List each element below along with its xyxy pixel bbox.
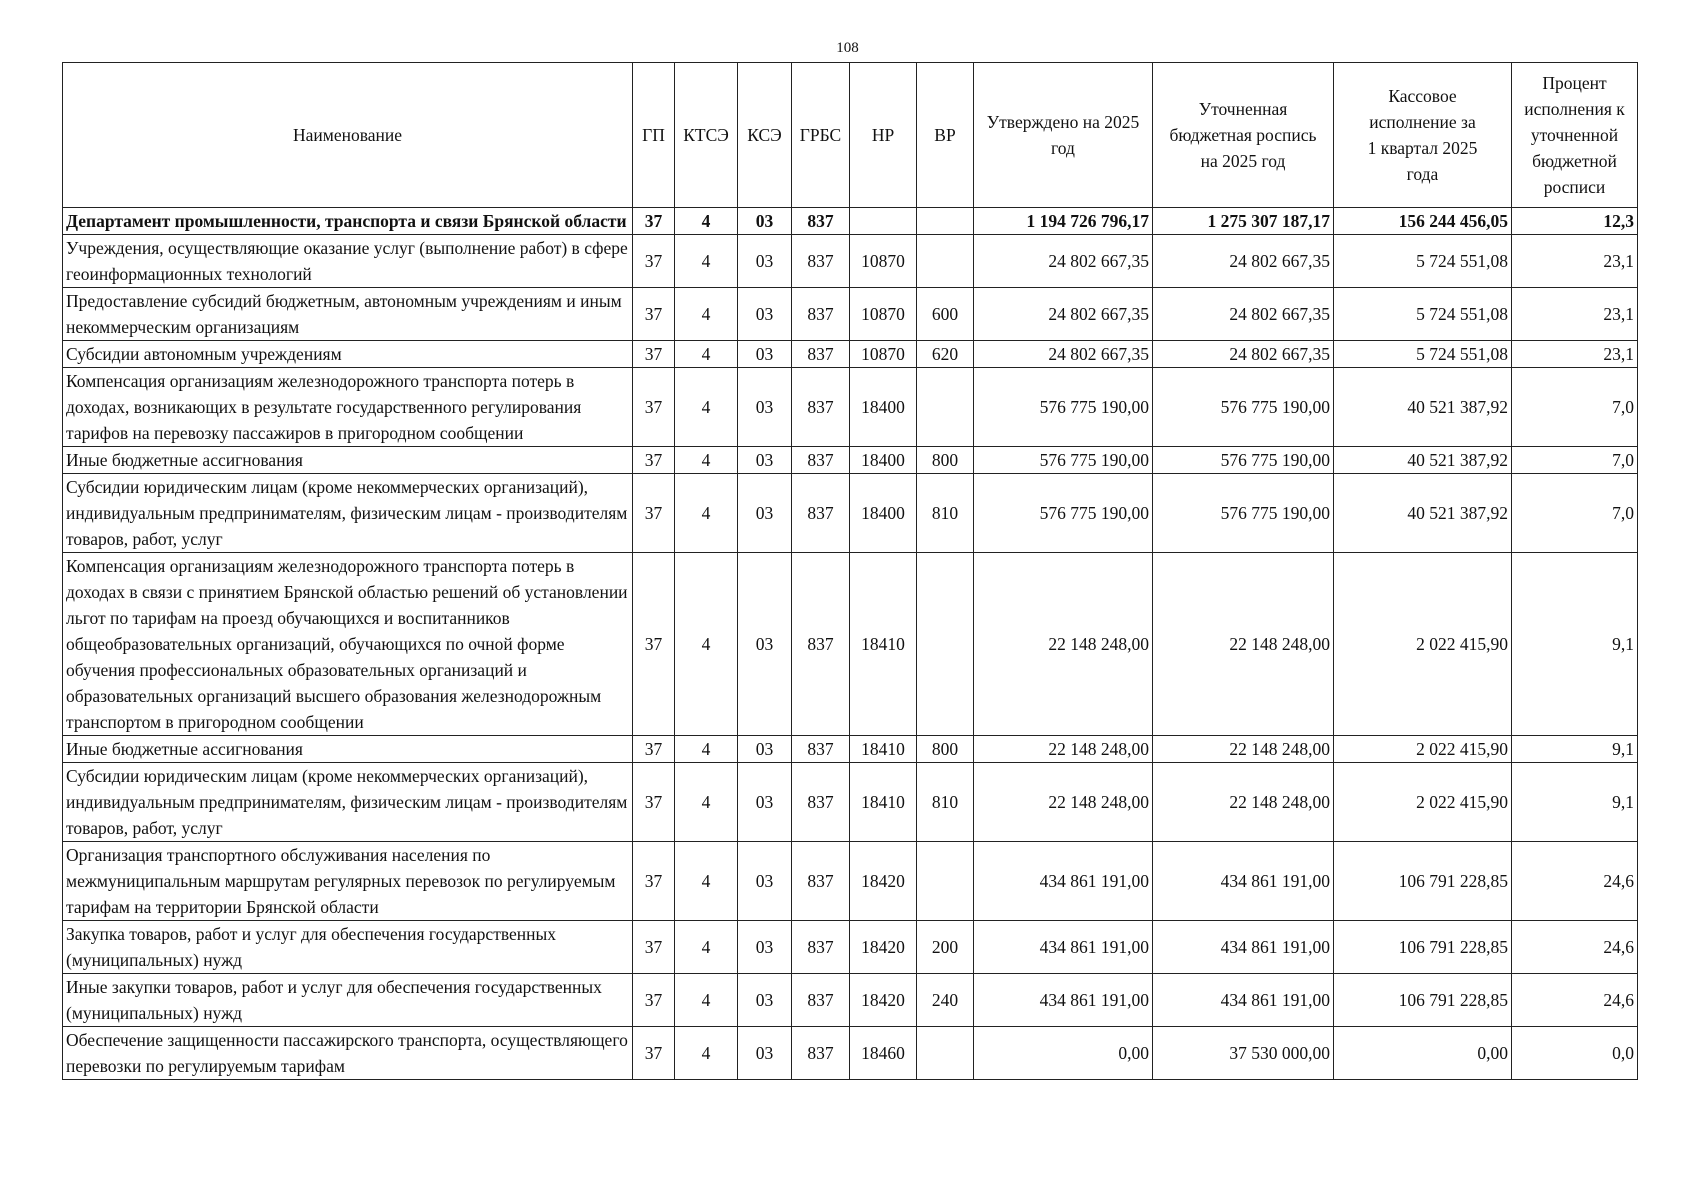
cash-cell: 40 521 387,92	[1334, 368, 1512, 447]
vr-cell	[917, 842, 974, 921]
gp-cell: 37	[633, 974, 675, 1027]
percent-cell: 9,1	[1512, 553, 1638, 736]
refined-cell: 22 148 248,00	[1153, 553, 1334, 736]
name-cell: Компенсация организациям железнодорожного транспорта потерь в доходах, возникающих в результате государственного регулирования тарифов на перевозку пассажиров в пригородном сообщении	[63, 368, 633, 447]
cash-cell: 106 791 228,85	[1334, 974, 1512, 1027]
nr-cell: 18410	[850, 553, 917, 736]
grbs-cell: 837	[792, 921, 850, 974]
gp-cell: 37	[633, 763, 675, 842]
page-number: 108	[836, 40, 859, 56]
refined-cell: 576 775 190,00	[1153, 474, 1334, 553]
grbs-cell: 837	[792, 368, 850, 447]
approved-cell: 24 802 667,35	[974, 288, 1153, 341]
approved-cell: 1 194 726 796,17	[974, 208, 1153, 235]
table-row	[63, 974, 1638, 1027]
percent-cell: 7,0	[1512, 447, 1638, 474]
percent-cell: 12,3	[1512, 208, 1638, 235]
vr-cell	[917, 368, 974, 447]
cash-cell: 5 724 551,08	[1334, 341, 1512, 368]
name-cell: Закупка товаров, работ и услуг для обеспечения государственных (муниципальных) нужд	[63, 921, 633, 974]
name-cell: Субсидии юридическим лицам (кроме некоммерческих организаций), индивидуальным предпринимателям, физическим лицам - производителям товаров, работ, услуг	[63, 763, 633, 842]
table-row	[63, 921, 1638, 974]
nr-cell: 18400	[850, 474, 917, 553]
name-cell: Предоставление субсидий бюджетным, автономным учреждениям и иным некоммерческим организациям	[63, 288, 633, 341]
refined-cell: 24 802 667,35	[1153, 341, 1334, 368]
approved-cell: 24 802 667,35	[974, 341, 1153, 368]
ktse-cell: 4	[675, 1027, 738, 1080]
table-row	[63, 368, 1638, 447]
nr-cell: 18420	[850, 842, 917, 921]
table-row	[63, 553, 1638, 736]
gp-cell: 37	[633, 235, 675, 288]
cash-cell: 5 724 551,08	[1334, 288, 1512, 341]
ktse-cell: 4	[675, 235, 738, 288]
approved-cell: 576 775 190,00	[974, 447, 1153, 474]
gp-cell: 37	[633, 553, 675, 736]
header-refined: Уточненная бюджетная роспись на 2025 год	[1153, 63, 1334, 208]
kse-cell: 03	[738, 1027, 792, 1080]
kse-cell: 03	[738, 553, 792, 736]
name-cell: Учреждения, осуществляющие оказание услуг (выполнение работ) в сфере геоинформационных технологий	[63, 235, 633, 288]
kse-cell: 03	[738, 288, 792, 341]
ktse-cell: 4	[675, 921, 738, 974]
cash-cell: 40 521 387,92	[1334, 474, 1512, 553]
cash-cell: 0,00	[1334, 1027, 1512, 1080]
approved-cell: 434 861 191,00	[974, 842, 1153, 921]
ktse-cell: 4	[675, 288, 738, 341]
vr-cell	[917, 208, 974, 235]
vr-cell: 200	[917, 921, 974, 974]
nr-cell: 10870	[850, 341, 917, 368]
nr-cell	[850, 208, 917, 235]
grbs-cell: 837	[792, 447, 850, 474]
grbs-cell: 837	[792, 288, 850, 341]
percent-cell: 0,0	[1512, 1027, 1638, 1080]
cash-cell: 156 244 456,05	[1334, 208, 1512, 235]
percent-cell: 23,1	[1512, 341, 1638, 368]
vr-cell: 600	[917, 288, 974, 341]
vr-cell: 800	[917, 736, 974, 763]
grbs-cell: 837	[792, 235, 850, 288]
gp-cell: 37	[633, 368, 675, 447]
grbs-cell: 837	[792, 553, 850, 736]
name-cell: Субсидии автономным учреждениям	[63, 341, 633, 368]
approved-cell: 0,00	[974, 1027, 1153, 1080]
kse-cell: 03	[738, 736, 792, 763]
cash-cell: 40 521 387,92	[1334, 447, 1512, 474]
kse-cell: 03	[738, 842, 792, 921]
gp-cell: 37	[633, 474, 675, 553]
gp-cell: 37	[633, 208, 675, 235]
gp-cell: 37	[633, 842, 675, 921]
vr-cell: 810	[917, 474, 974, 553]
kse-cell: 03	[738, 474, 792, 553]
gp-cell: 37	[633, 736, 675, 763]
table-row	[63, 208, 1638, 235]
vr-cell: 240	[917, 974, 974, 1027]
name-cell: Компенсация организациям железнодорожного транспорта потерь в доходах в связи с принятием Брянской областью решений об установлении льгот по тарифам на проезд обучающихся и воспитанников общеобразовательных организаций, обучающихся по очной форме обучения профессиональных образовательных организаций и образовательных организаций высшего образования железнодорожным транспортом в пригородном сообщении	[63, 553, 633, 736]
ktse-cell: 4	[675, 763, 738, 842]
grbs-cell: 837	[792, 974, 850, 1027]
refined-cell: 576 775 190,00	[1153, 368, 1334, 447]
table-row	[63, 341, 1638, 368]
percent-cell: 9,1	[1512, 736, 1638, 763]
approved-cell: 22 148 248,00	[974, 553, 1153, 736]
table-row	[63, 288, 1638, 341]
refined-cell: 434 861 191,00	[1153, 974, 1334, 1027]
table-row	[63, 447, 1638, 474]
header-grbs: ГРБС	[792, 63, 850, 208]
cash-cell: 2 022 415,90	[1334, 763, 1512, 842]
percent-cell: 7,0	[1512, 474, 1638, 553]
grbs-cell: 837	[792, 474, 850, 553]
ktse-cell: 4	[675, 447, 738, 474]
grbs-cell: 837	[792, 736, 850, 763]
nr-cell: 18460	[850, 1027, 917, 1080]
kse-cell: 03	[738, 763, 792, 842]
table-header-row	[63, 63, 1638, 208]
cash-cell: 2 022 415,90	[1334, 553, 1512, 736]
ktse-cell: 4	[675, 474, 738, 553]
cash-cell: 2 022 415,90	[1334, 736, 1512, 763]
approved-cell: 434 861 191,00	[974, 974, 1153, 1027]
grbs-cell: 837	[792, 1027, 850, 1080]
refined-cell: 24 802 667,35	[1153, 235, 1334, 288]
percent-cell: 23,1	[1512, 235, 1638, 288]
nr-cell: 18400	[850, 368, 917, 447]
grbs-cell: 837	[792, 341, 850, 368]
table-row	[63, 736, 1638, 763]
header-nr: НР	[850, 63, 917, 208]
table-row	[63, 842, 1638, 921]
refined-cell: 434 861 191,00	[1153, 842, 1334, 921]
table-row	[63, 1027, 1638, 1080]
header-approved: Утверждено на 2025 год	[974, 63, 1153, 208]
cash-cell: 5 724 551,08	[1334, 235, 1512, 288]
nr-cell: 10870	[850, 288, 917, 341]
table-body	[63, 208, 1638, 1080]
grbs-cell: 837	[792, 208, 850, 235]
approved-cell: 434 861 191,00	[974, 921, 1153, 974]
ktse-cell: 4	[675, 208, 738, 235]
header-kse: КСЭ	[738, 63, 792, 208]
vr-cell: 810	[917, 763, 974, 842]
table-row	[63, 474, 1638, 553]
percent-cell: 7,0	[1512, 368, 1638, 447]
grbs-cell: 837	[792, 763, 850, 842]
header-gp: ГП	[633, 63, 675, 208]
approved-cell: 576 775 190,00	[974, 368, 1153, 447]
name-cell: Иные бюджетные ассигнования	[63, 447, 633, 474]
kse-cell: 03	[738, 368, 792, 447]
header-percent: Процент исполнения к уточненной бюджетной росписи	[1512, 63, 1638, 208]
percent-cell: 24,6	[1512, 974, 1638, 1027]
table-row	[63, 763, 1638, 842]
name-cell: Организация транспортного обслуживания населения по межмуниципальным маршрутам регулярных перевозок по регулируемым тарифам на территории Брянской области	[63, 842, 633, 921]
kse-cell: 03	[738, 447, 792, 474]
name-cell: Иные закупки товаров, работ и услуг для обеспечения государственных (муниципальных) нужд	[63, 974, 633, 1027]
vr-cell	[917, 1027, 974, 1080]
gp-cell: 37	[633, 921, 675, 974]
cash-cell: 106 791 228,85	[1334, 842, 1512, 921]
kse-cell: 03	[738, 974, 792, 1027]
percent-cell: 24,6	[1512, 842, 1638, 921]
vr-cell: 620	[917, 341, 974, 368]
refined-cell: 22 148 248,00	[1153, 763, 1334, 842]
vr-cell	[917, 235, 974, 288]
nr-cell: 18420	[850, 921, 917, 974]
nr-cell: 18420	[850, 974, 917, 1027]
ktse-cell: 4	[675, 341, 738, 368]
name-cell: Иные бюджетные ассигнования	[63, 736, 633, 763]
nr-cell: 18400	[850, 447, 917, 474]
gp-cell: 37	[633, 288, 675, 341]
ktse-cell: 4	[675, 842, 738, 921]
ktse-cell: 4	[675, 368, 738, 447]
approved-cell: 24 802 667,35	[974, 235, 1153, 288]
vr-cell: 800	[917, 447, 974, 474]
ktse-cell: 4	[675, 736, 738, 763]
gp-cell: 37	[633, 341, 675, 368]
vr-cell	[917, 553, 974, 736]
percent-cell: 23,1	[1512, 288, 1638, 341]
refined-cell: 1 275 307 187,17	[1153, 208, 1334, 235]
kse-cell: 03	[738, 921, 792, 974]
kse-cell: 03	[738, 235, 792, 288]
kse-cell: 03	[738, 208, 792, 235]
header-name: Наименование	[63, 63, 633, 208]
refined-cell: 37 530 000,00	[1153, 1027, 1334, 1080]
nr-cell: 10870	[850, 235, 917, 288]
approved-cell: 22 148 248,00	[974, 736, 1153, 763]
percent-cell: 24,6	[1512, 921, 1638, 974]
name-cell: Департамент промышленности, транспорта и связи Брянской области	[63, 208, 633, 235]
header-cash: Кассовое исполнение за 1 квартал 2025 года	[1334, 63, 1512, 208]
ktse-cell: 4	[675, 974, 738, 1027]
header-vr: ВР	[917, 63, 974, 208]
refined-cell: 576 775 190,00	[1153, 447, 1334, 474]
nr-cell: 18410	[850, 763, 917, 842]
kse-cell: 03	[738, 341, 792, 368]
approved-cell: 22 148 248,00	[974, 763, 1153, 842]
ktse-cell: 4	[675, 553, 738, 736]
name-cell: Обеспечение защищенности пассажирского транспорта, осуществляющего перевозки по регулируемым тарифам	[63, 1027, 633, 1080]
cash-cell: 106 791 228,85	[1334, 921, 1512, 974]
header-ktse: КТСЭ	[675, 63, 738, 208]
name-cell: Субсидии юридическим лицам (кроме некоммерческих организаций), индивидуальным предпринимателям, физическим лицам - производителям товаров, работ, услуг	[63, 474, 633, 553]
percent-cell: 9,1	[1512, 763, 1638, 842]
gp-cell: 37	[633, 447, 675, 474]
refined-cell: 434 861 191,00	[1153, 921, 1334, 974]
grbs-cell: 837	[792, 842, 850, 921]
nr-cell: 18410	[850, 736, 917, 763]
refined-cell: 22 148 248,00	[1153, 736, 1334, 763]
refined-cell: 24 802 667,35	[1153, 288, 1334, 341]
table-row	[63, 235, 1638, 288]
gp-cell: 37	[633, 1027, 675, 1080]
budget-table	[62, 62, 1638, 1080]
approved-cell: 576 775 190,00	[974, 474, 1153, 553]
